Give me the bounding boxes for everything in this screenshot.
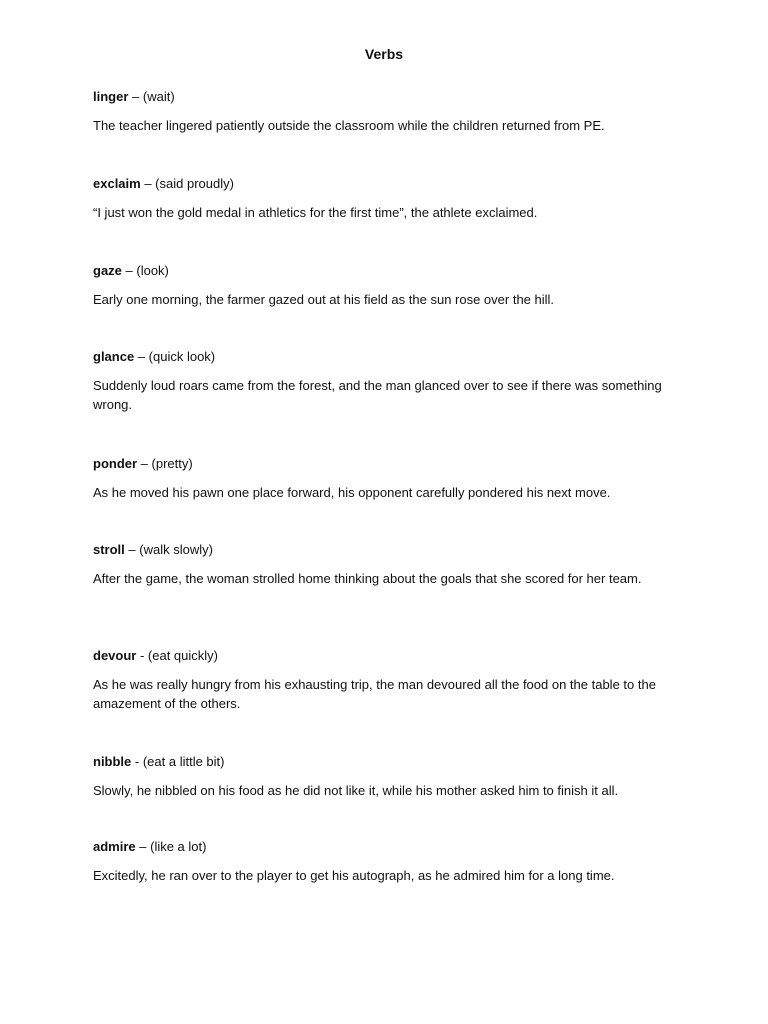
entry-separator: - — [136, 648, 148, 663]
verb-entry-glance — [93, 348, 683, 414]
entry-heading — [93, 262, 683, 280]
entry-word: linger — [93, 89, 129, 104]
entry-separator: – — [128, 89, 143, 104]
entry-heading — [93, 348, 683, 366]
entry-meaning: (like a lot) — [150, 839, 207, 854]
entry-meaning: (pretty) — [151, 456, 193, 471]
entry-separator: – — [124, 542, 140, 557]
entry-meaning: (quick look) — [148, 349, 216, 364]
entry-heading — [93, 647, 683, 665]
entry-sentence: After the game, the woman strolled home thinking about the goals that she scored for her team. — [93, 571, 642, 586]
entry-word: stroll — [93, 542, 125, 557]
entry-word: devour — [93, 648, 137, 663]
entry-meaning: (look) — [136, 263, 169, 278]
entry-heading — [93, 753, 683, 771]
entry-heading — [93, 455, 683, 473]
entry-heading — [93, 838, 683, 856]
entry-heading — [93, 541, 683, 559]
verb-entry-exclaim — [93, 175, 683, 222]
entry-separator: - — [131, 754, 143, 769]
entry-sentence: Slowly, he nibbled on his food as he did not like it, while his mother asked him to finish it all. — [93, 783, 619, 798]
entry-separator: – — [134, 349, 149, 364]
verb-entry-nibble — [93, 753, 683, 800]
entry-sentence: Early one morning, the farmer gazed out at his field as the sun rose over the hill. — [93, 292, 555, 307]
entry-word: glance — [93, 349, 135, 364]
entry-separator: – — [137, 456, 152, 471]
entry-word: admire — [93, 839, 136, 854]
entry-word: gaze — [93, 263, 122, 278]
verb-entry-ponder — [93, 455, 683, 502]
verb-entry-gaze — [93, 262, 683, 309]
page-title: Verbs — [364, 46, 404, 62]
entry-meaning: (wait) — [142, 89, 175, 104]
entry-sentence: As he moved his pawn one place forward, his opponent carefully pondered his next move. — [93, 485, 611, 500]
entry-meaning: (walk slowly) — [139, 542, 213, 557]
entry-sentence: The teacher lingered patiently outside the classroom while the children returned from PE. — [93, 118, 605, 133]
entry-meaning: (said proudly) — [155, 176, 234, 191]
entry-separator: – — [121, 263, 137, 278]
entry-heading — [93, 88, 683, 106]
verb-entry-stroll — [93, 541, 683, 588]
entry-meaning: (eat a little bit) — [142, 754, 225, 769]
verb-entry-linger — [93, 88, 683, 135]
entry-word: ponder — [93, 456, 138, 471]
entry-separator: – — [135, 839, 151, 854]
entry-meaning: (eat quickly) — [147, 648, 218, 663]
entry-separator: – — [140, 176, 156, 191]
verb-entry-admire — [93, 838, 683, 885]
entry-sentence: “I just won the gold medal in athletics for the first time”, the athlete exclaimed. — [93, 205, 538, 220]
entry-sentence: As he was really hungry from his exhausting trip, the man devoured all the food on the table to the amazement of the others. — [93, 677, 656, 711]
entry-sentence: Excitedly, he ran over to the player to get his autograph, as he admired him for a long time. — [93, 868, 615, 883]
entry-word: exclaim — [93, 176, 141, 191]
entry-heading — [93, 175, 683, 193]
verb-entry-devour — [93, 647, 683, 713]
entry-word: nibble — [93, 754, 132, 769]
entry-sentence: Suddenly loud roars came from the forest, and the man glanced over to see if there was something wrong. — [93, 378, 662, 412]
